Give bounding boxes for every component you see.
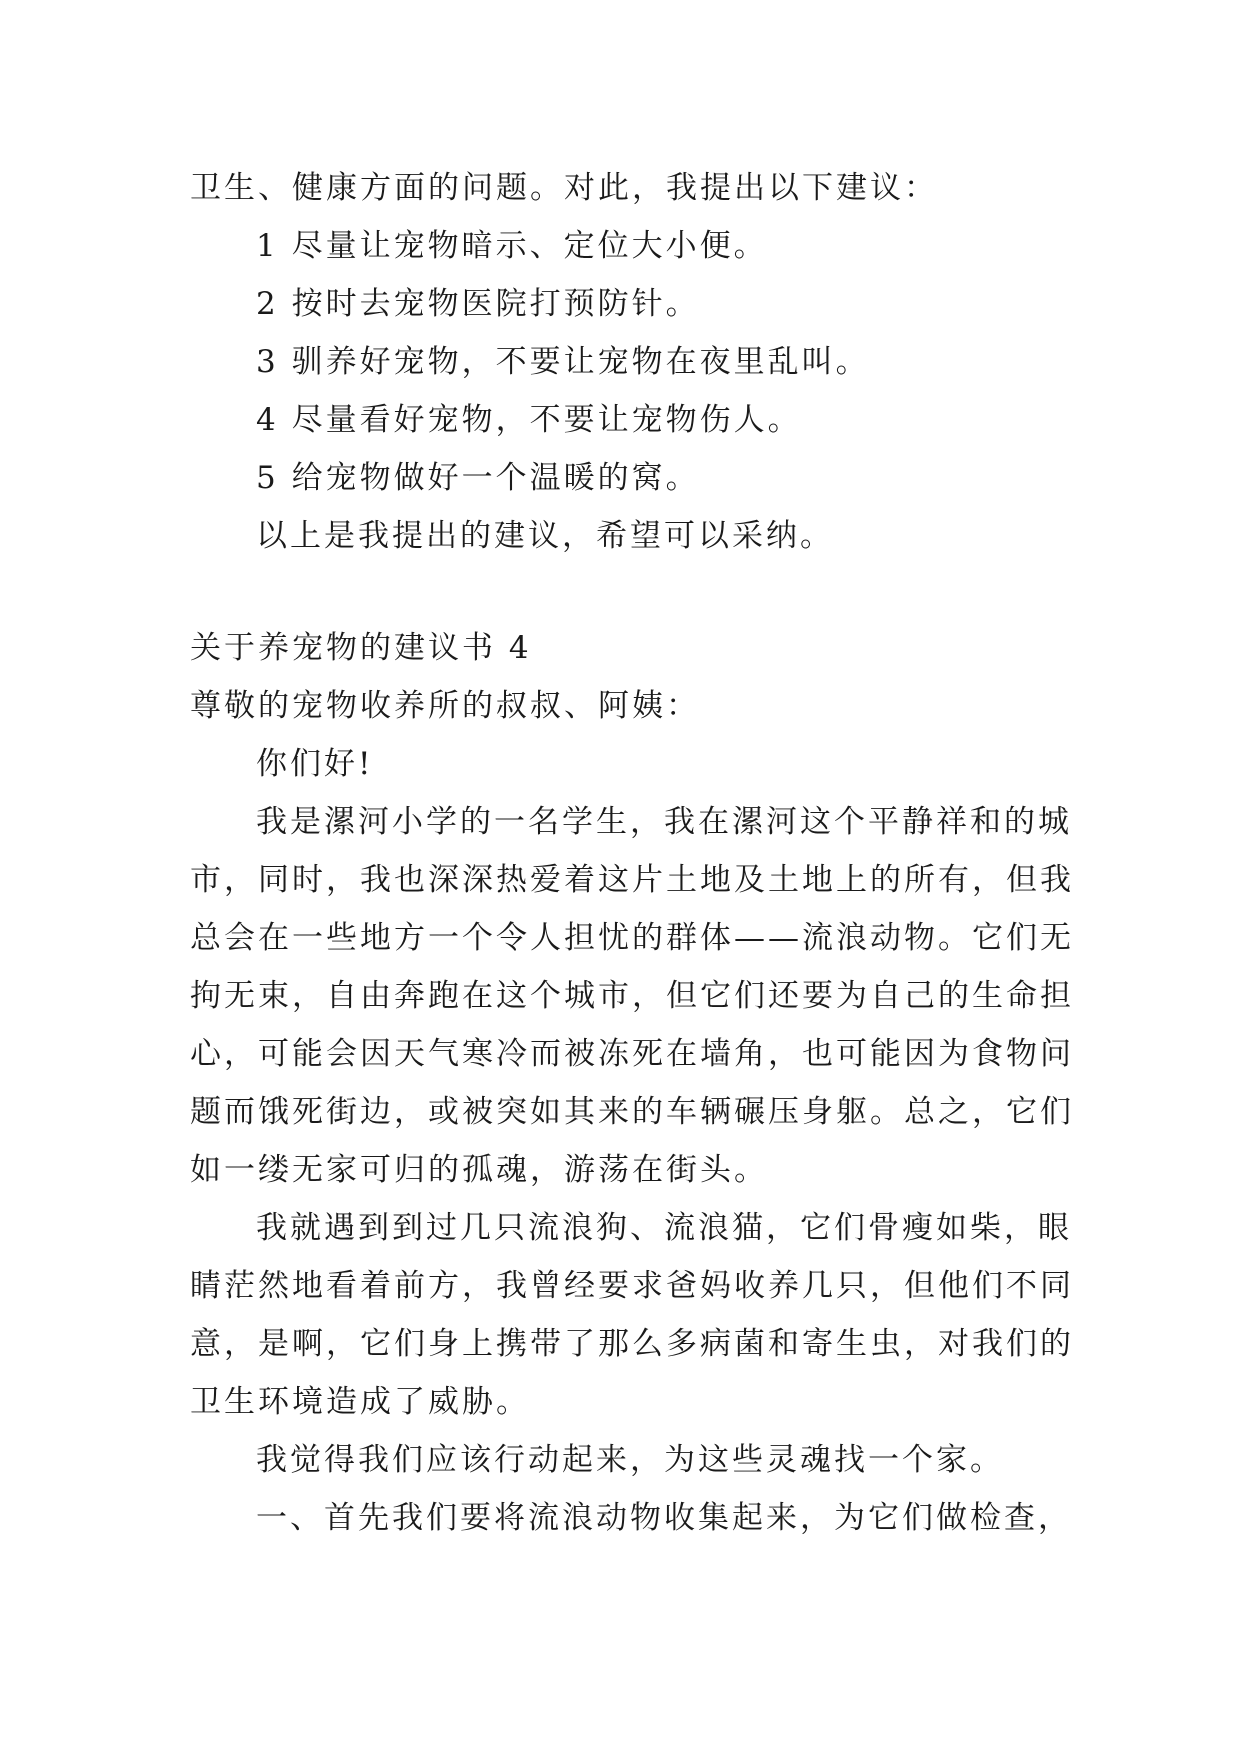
- paragraph-line: 拘无束，自由奔跑在这个城市，但它们还要为自己的生命担: [190, 978, 1074, 1014]
- suggestion-item: 3 驯养好宠物，不要让宠物在夜里乱叫。: [256, 344, 870, 380]
- paragraph-line: 如一缕无家可归的孤魂，游荡在街头。: [190, 1152, 768, 1188]
- suggestion-item: 5 给宠物做好一个温暖的窝。: [256, 460, 700, 496]
- paragraph-line: 我是漯河小学的一名学生，我在漯河这个平静祥和的城: [256, 804, 1072, 840]
- paragraph-line: 总会在一些地方一个令人担忧的群体——流浪动物。它们无: [190, 920, 1074, 956]
- paragraph-line: 题而饿死街边，或被突如其来的车辆碾压身躯。总之，它们: [190, 1094, 1074, 1130]
- salutation: 尊敬的宠物收养所的叔叔、阿姨：: [190, 688, 700, 724]
- paragraph-line: 一、首先我们要将流浪动物收集起来，为它们做检查，: [256, 1500, 1072, 1536]
- section-heading: 关于养宠物的建议书 4: [190, 630, 532, 666]
- paragraph-line: 心，可能会因天气寒冷而被冻死在墙角，也可能因为食物问: [190, 1036, 1074, 1072]
- paragraph-line: 我觉得我们应该行动起来，为这些灵魂找一个家。: [256, 1442, 1004, 1478]
- suggestion-item: 2 按时去宠物医院打预防针。: [256, 286, 700, 322]
- paragraph-line: 意，是啊，它们身上携带了那么多病菌和寄生虫，对我们的: [190, 1326, 1074, 1362]
- suggestion-item: 1 尽量让宠物暗示、定位大小便。: [256, 228, 768, 264]
- suggestion-item: 4 尽量看好宠物，不要让宠物伤人。: [256, 402, 802, 438]
- paragraph-line: 以上是我提出的建议，希望可以采纳。: [256, 518, 834, 554]
- paragraph-line: 卫生环境造成了威胁。: [190, 1384, 530, 1420]
- paragraph-line: 我就遇到到过几只流浪狗、流浪猫，它们骨瘦如柴，眼: [256, 1210, 1072, 1246]
- greeting: 你们好!: [256, 746, 374, 782]
- paragraph-line: 市，同时，我也深深热爱着这片土地及土地上的所有，但我: [190, 862, 1074, 898]
- paragraph-line: 睛茫然地看着前方，我曾经要求爸妈收养几只，但他们不同: [190, 1268, 1074, 1304]
- paragraph-line: 卫生、健康方面的问题。对此，我提出以下建议：: [190, 170, 938, 206]
